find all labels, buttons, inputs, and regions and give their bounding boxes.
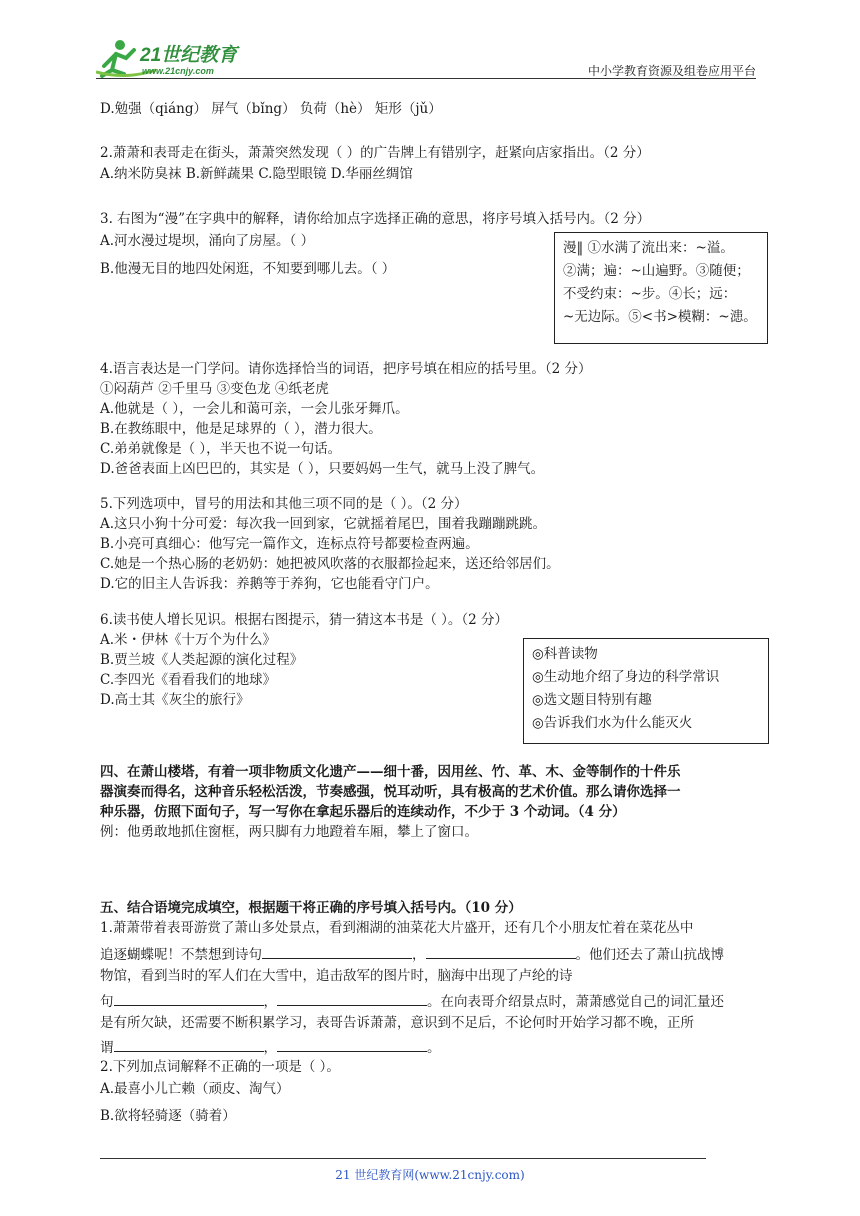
section4-example: 例：他勇敢地抓住窗框，两只脚有力地蹬着车厢，攀上了窗口。 [100, 824, 478, 840]
book-hint-line: ◎科普读物 [532, 646, 598, 662]
section4-line1: 四、在萧山楼塔，有着一项非物质文化遗产——细十番，因用丝、竹、革、木、金等制作的十件乐 [100, 764, 681, 780]
section5-p2-comma: ， [412, 947, 426, 963]
q6-option-b: B.贾兰坡《人类起源的演化过程》 [100, 652, 304, 668]
book-hint-box [523, 638, 769, 744]
proverb-blank-2[interactable] [277, 1036, 427, 1052]
book-hint-line: ◎告诉我们水为什么能灭火 [532, 715, 693, 731]
dictionary-line: ②满；遍：~山遍野。③随便； [563, 263, 750, 279]
book-hint-line: ◎生动地介绍了身边的科学常识 [532, 669, 720, 685]
q4-option-a: A.他就是（ ），一会儿和蔼可亲，一会儿张牙舞爪。 [100, 401, 409, 417]
section5-p6-comma: ， [263, 1040, 277, 1056]
section5-p5: 是有所欠缺，还需要不断积累学习，表哥告诉萧萧，意识到不足后，不论何时开始学习都不晚，正所 [100, 1015, 694, 1031]
section5-q2-option-b: B.欲将轻骑逐（骑着） [100, 1108, 236, 1124]
section5-p6 [100, 1036, 441, 1058]
q5-stem: 5.下列选项中，冒号的用法和其他三项不同的是（ ）。（2 分） [100, 496, 468, 512]
section5-p4 [100, 990, 724, 1012]
section5-p4-tail: 。在向表哥介绍景点时，萧萧感觉自己的词汇量还 [427, 994, 724, 1010]
section5-p4-comma: ， [263, 994, 277, 1010]
q3-stem: 3. 右图为“漫”在字典中的解释，请你给加点字选择正确的意思，将序号填入括号内。（2 分） [100, 211, 651, 227]
dictionary-entry-box [554, 232, 768, 344]
section5-p2-text: 追逐蝴蝶呢！不禁想到诗句 [100, 947, 262, 963]
q5-option-c: C.她是一个热心肠的老奶奶：她把被风吹落的衣服都捡起来，送还给邻居们。 [100, 556, 560, 572]
section5-p6-tail: 。 [427, 1040, 441, 1056]
poem-blank-4[interactable] [277, 990, 427, 1006]
proverb-blank-1[interactable] [114, 1036, 264, 1052]
section5-q2-option-a: A.最喜小儿亡赖（顽皮、淘气） [100, 1081, 290, 1097]
q4-option-b: B.在教练眼中，他是足球界的（ ），潜力很大。 [100, 421, 382, 437]
section5-p3: 物馆，看到当时的军人们在大雪中，追击敌军的图片时，脑海中出现了卢纶的诗 [100, 968, 573, 984]
logo-url: www.21cnjy.com [142, 66, 214, 76]
section5-p2 [100, 943, 724, 965]
q2-stem: 2.萧萧和表哥走在街头，萧萧突然发现（ ）的广告牌上有错别字，赶紧向店家指出。（2 分） [100, 145, 650, 161]
q5-option-d: D.它的旧主人告诉我：养鹅等于养狗，它也能看守门户。 [100, 576, 439, 592]
q4-option-d: D.爸爸表面上凶巴巴的，其实是（ ），只要妈妈一生气，就马上没了脾气。 [100, 461, 545, 477]
q3-option-b: B.他漫无目的地四处闲逛，不知要到哪儿去。（ ） [100, 261, 396, 277]
logo-title: 21世纪教育 [140, 45, 238, 66]
section5-p2-tail: 。他们还去了萧山抗战博 [575, 947, 724, 963]
q5-option-b: B.小亮可真细心：他写完一篇作文，连标点符号都要检查两遍。 [100, 536, 479, 552]
q5-option-a: A.这只小狗十分可爱：每次我一回到家，它就摇着尾巴，围着我蹦蹦跳跳。 [100, 516, 547, 532]
q1-option-d: D.勉强（qiáng） 屏气（bǐng） 负荷（hè） 矩形（jǔ） [100, 101, 442, 117]
q3-option-a: A.河水漫过堤坝，涌向了房屋。（ ） [100, 233, 315, 249]
section5-p4-text: 句 [100, 994, 114, 1010]
site-logo [96, 36, 266, 80]
header-divider [96, 78, 756, 79]
poem-blank-1[interactable] [262, 943, 412, 959]
section5-q2-stem: 2.下列加点词解释不正确的一项是（ ）。 [100, 1059, 340, 1075]
q6-option-d: D.高士其《灰尘的旅行》 [100, 692, 250, 708]
platform-name: 中小学教育资源及组卷应用平台 [587, 64, 756, 78]
section5-p1: 1.萧萧带着表哥游赏了萧山多处景点，看到湘湖的油菜花大片盛开，还有几个小朋友忙着在菜花丛中 [100, 920, 694, 936]
dictionary-line: 漫‖ ①水满了流出来：~溢。 [563, 240, 734, 256]
q4-option-c: C.弟弟就像是（ ），半天也不说一句话。 [100, 441, 342, 457]
dictionary-line: 不受约束：~步。④长；远： [563, 286, 737, 302]
footer-link[interactable]: 21 世纪教育网(www.21cnjy.com) [335, 1168, 525, 1182]
q2-options: A.纳米防臭袜 B.新鲜蔬果 C.隐型眼镜 D.华丽丝绸馆 [100, 166, 413, 182]
q6-option-a: A.米・伊林《十万个为什么》 [100, 632, 277, 648]
section5-title: 五、结合语境完成填空，根据题干将正确的序号填入括号内。（10 分） [100, 900, 522, 916]
poem-blank-3[interactable] [114, 990, 264, 1006]
poem-blank-2[interactable] [426, 943, 576, 959]
q4-choices: ①闷葫芦 ②千里马 ③变色龙 ④纸老虎 [100, 381, 329, 397]
section4-line2: 器演奏而得名，这种音乐轻松活泼，节奏感强，悦耳动听，具有极高的艺术价值。那么请你选择一 [100, 784, 681, 800]
section4-line3: 种乐器，仿照下面句子，写一写你在拿起乐器后的连续动作，不少于 3 个动词。（4 分） [100, 804, 626, 820]
q6-stem: 6.读书使人增长见识。根据右图提示，猜一猜这本书是（ ）。（2 分） [100, 612, 509, 628]
q6-option-c: C.李四光《看看我们的地球》 [100, 672, 277, 688]
q4-stem: 4.语言表达是一门学问。请你选择恰当的词语，把序号填在相应的括号里。（2 分） [100, 361, 592, 377]
dictionary-line: ~无边际。⑤<书>模糊：~漶。 [563, 309, 757, 325]
section5-p6-text: 谓 [100, 1040, 114, 1056]
book-hint-line: ◎选文题目特别有趣 [532, 692, 652, 708]
footer-divider [100, 1158, 706, 1159]
